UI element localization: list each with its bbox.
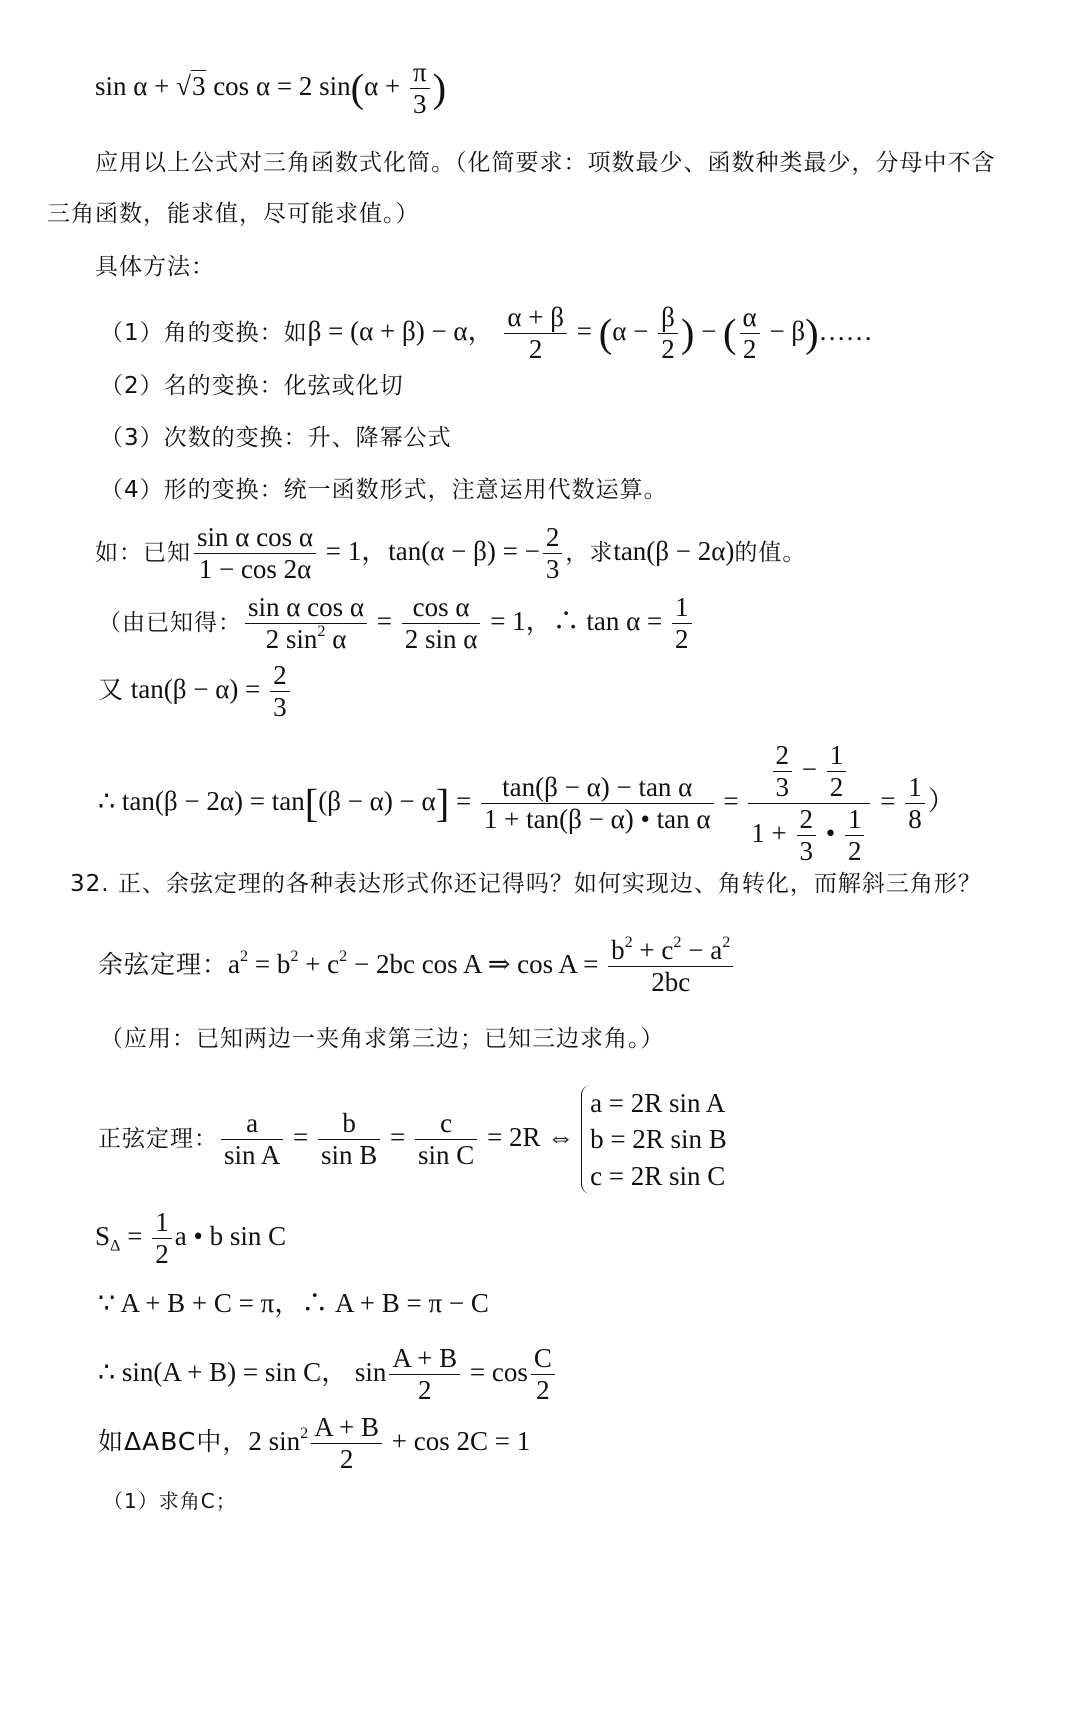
cosine-note: （应用：已知两边一夹角求第三边；已知三边求角。） (100, 1026, 665, 1052)
paragraph-line-2: 三角函数，能求值，尽可能求值。） (47, 201, 420, 227)
cosine-label: 余弦定理： (98, 949, 229, 979)
example-mid: ，求 (565, 539, 614, 566)
solution-step-3: ∴ tan(β − 2α) = tan[(β − α) − α] = $\frac{\text{tan(β − α) − tan α}}{\text{1 + tan(β − α) • tan α}}$ = $\frac{2}{3}$ − $\frac{1}{2}$ 1 + $\frac{2}{3}$ • $\frac{1}{2}$ = $\frac{1}{8}$ ） (98, 740, 955, 867)
question-1: （1）求角C； (103, 1489, 237, 1513)
sin-cos-identities: ∴ sin(A + B) = sin C， sin $\frac{A + B}{2}$ = cos $\frac{C}{2}$ (98, 1343, 558, 1406)
triangle-example: 如ΔABC中，2 $\sin^2$ $\frac{A + B}{2}$ + cos 2C = 1 (98, 1412, 531, 1475)
cosine-theorem: 余弦定理：$a^2 = b^2 + c^2 - 2bc$ cos A ⇒ cos A = $\frac{b^2 + c^2 - a^2}{2bc}$ (98, 935, 736, 998)
method-1: （1）角的变换：如β = (α + β) − α， $\frac{\alpha + \beta}{2}$ = (α − $\frac{\beta}{2}$ ) − ( $\frac{\alpha}{2}$ − β)…… (100, 302, 873, 365)
example: 如：已知 $\frac{\text{sin α cos α}}{1 - \cos 2\alpha}$ = 1，tan(α − β) = − $\frac{2}{3}$ ，求tan(β − 2α)的值。 (95, 522, 807, 585)
example-intro: 如：已知 (95, 539, 191, 566)
method-2: （2）名的变换：化弦或化切 (100, 373, 404, 399)
triangle-intro: 如ΔABC中， (98, 1426, 249, 1456)
solution-again: 又 (98, 674, 125, 704)
method-4: （4）形的变换：统一函数形式，注意运用代数运算。 (100, 477, 668, 503)
top-formula: sin α + √3 cos α = 2 sin(α + $\frac{\pi}{3}$ ) (95, 57, 447, 120)
solution-open: （由已知得： (98, 609, 242, 636)
paragraph-line-1: 应用以上公式对三角函数式化简。（化简要求：项数最少、函数种类最少，分母中不含 (95, 150, 996, 176)
sine-label: 正弦定理： (98, 1125, 218, 1152)
sine-theorem: 正弦定理： $\frac{a}{\text{sin A}}$ = $\frac{b}{\text{sin B}}$ = $\frac{c}{\text{sin C}}$ = 2R ⇔ a = 2R sin A b = 2R sin B c = 2R sin C (98, 1085, 727, 1194)
example-end: 的值。 (734, 539, 807, 566)
area-formula: $S_\Delta$ = $\frac{1}{2}$ a • b sin C (95, 1207, 287, 1270)
method-1-label: （1）角的变换：如 (100, 319, 308, 346)
question-32: 32. 正、余弦定理的各种表达形式你还记得吗？如何实现边、角转化，而解斜三角形？ (70, 871, 982, 897)
angle-sum: ∵ A + B + C = π，∴ A + B = π − C (98, 1288, 489, 1318)
method-1-tail: …… (818, 315, 873, 346)
methods-title: 具体方法： (95, 254, 215, 280)
solution-close: ） (927, 785, 955, 816)
solution-step-1: （由已知得： $\frac{\text{sin α cos α}}{2 \sin^2 \alpha}$ = $\frac{\text{cos α}}{\text{2 sin α}}$ = 1，∴ tan α = $\frac{1}{2}$ (98, 592, 695, 655)
method-3: （3）次数的变换：升、降幂公式 (100, 425, 452, 451)
solution-step-2: 又 tan(β − α) = $\frac{2}{3}$ (98, 660, 293, 723)
